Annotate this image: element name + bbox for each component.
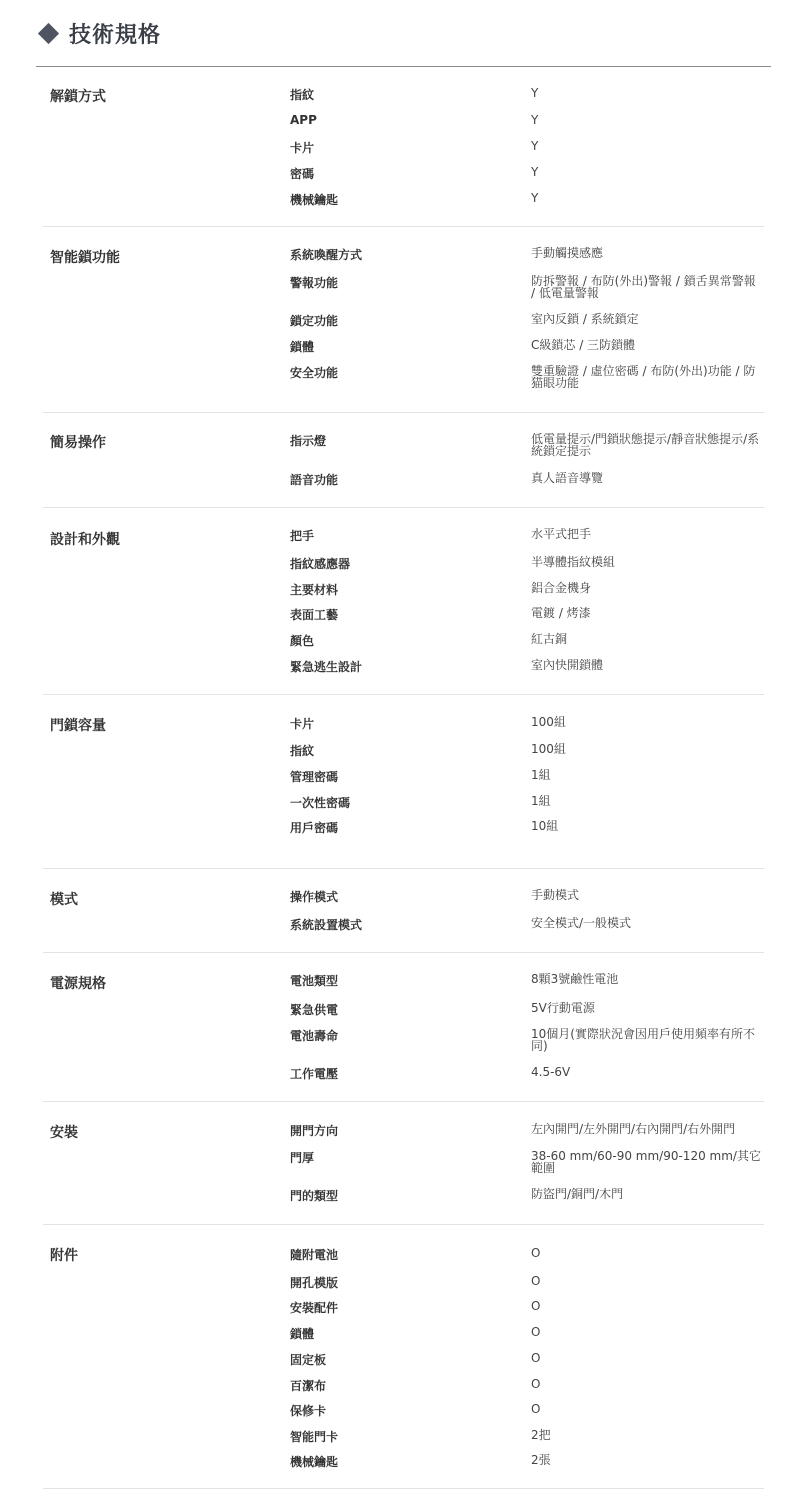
spec-key: 保修卡 — [290, 1404, 327, 1418]
spec-value: 1組 — [531, 794, 551, 808]
section-label: 附件 — [50, 1248, 78, 1264]
spec-value: 鋁合金機身 — [531, 581, 592, 595]
spec-value: 防拆警報 / 布防(外出)警報 / 鎖舌異常警報 / 低電量警報 — [531, 274, 756, 300]
spec-section — [43, 413, 764, 508]
spec-value: O — [531, 1402, 541, 1416]
spec-section — [43, 953, 764, 1102]
spec-value: O — [531, 1377, 541, 1391]
spec-value: 2把 — [531, 1428, 551, 1442]
spec-key: 顏色 — [290, 634, 315, 648]
spec-key: 語音功能 — [290, 473, 339, 487]
spec-value: 安全模式/一般模式 — [531, 916, 632, 930]
spec-key: 安裝配件 — [290, 1301, 339, 1315]
spec-value: 1組 — [531, 768, 551, 782]
section-label: 智能鎖功能 — [50, 250, 120, 266]
spec-key: 緊急逃生設計 — [290, 660, 363, 674]
section-label: 安裝 — [50, 1125, 78, 1141]
spec-value: 電鍍 / 烤漆 — [531, 606, 591, 620]
spec-value: 8顆3號鹼性電池 — [531, 972, 619, 986]
spec-value: O — [531, 1351, 541, 1365]
spec-value: Y — [531, 139, 539, 153]
spec-value: 2張 — [531, 1453, 551, 1467]
spec-key: 機械鑰匙 — [290, 1455, 339, 1469]
section-label: 簡易操作 — [50, 435, 106, 451]
spec-key: 系統設置模式 — [290, 918, 363, 932]
spec-key: 指紋感應器 — [290, 557, 351, 571]
spec-value: O — [531, 1325, 541, 1339]
spec-value: Y — [531, 113, 539, 127]
spec-value: 手動模式 — [531, 888, 580, 902]
spec-section — [43, 695, 764, 869]
spec-key: 主要材料 — [290, 583, 339, 597]
spec-value: O — [531, 1299, 541, 1313]
spec-value: 38-60 mm/60-90 mm/90-120 mm/其它範圍 — [531, 1149, 761, 1175]
section-label: 門鎖容量 — [50, 718, 106, 734]
spec-value: 雙重驗證 / 虛位密碼 / 布防(外出)功能 / 防猫眼功能 — [531, 364, 756, 390]
spec-value: Y — [531, 191, 539, 205]
spec-key: 用戶密碼 — [290, 821, 339, 835]
spec-key: 智能門卡 — [290, 1430, 339, 1444]
spec-key: 指示燈 — [290, 434, 327, 448]
spec-key: APP — [290, 113, 317, 127]
section-label: 模式 — [50, 892, 78, 908]
spec-key: 鎖體 — [290, 1327, 315, 1341]
spec-key: 操作模式 — [290, 890, 339, 904]
spec-key: 卡片 — [290, 141, 315, 155]
spec-key: 指紋 — [290, 744, 315, 758]
spec-key: 電池類型 — [290, 974, 339, 988]
spec-value: 左內開門/左外開門/右內開門/右外開門 — [531, 1122, 736, 1136]
spec-key: 管理密碼 — [290, 770, 339, 784]
spec-key: 電池壽命 — [290, 1029, 339, 1043]
spec-value: 室內快開鎖體 — [531, 658, 604, 672]
spec-value: 手動觸摸感應 — [531, 246, 604, 260]
spec-value: 室內反鎖 / 系統鎖定 — [531, 312, 639, 326]
spec-key: 安全功能 — [290, 366, 339, 380]
spec-value: 10組 — [531, 819, 559, 833]
spec-key: 機械鑰匙 — [290, 193, 339, 207]
spec-key: 門厚 — [290, 1151, 315, 1165]
spec-key: 系統喚醒方式 — [290, 248, 363, 262]
spec-value: 紅古銅 — [531, 632, 568, 646]
section-label: 電源規格 — [50, 976, 106, 992]
spec-section — [43, 227, 764, 413]
spec-key: 開門方向 — [290, 1124, 339, 1138]
spec-section — [43, 1225, 764, 1489]
spec-value: 10個月(實際狀況會因用戶使用頻率有所不同) — [531, 1027, 755, 1053]
section-label: 解鎖方式 — [50, 89, 106, 105]
spec-key: 表面工藝 — [290, 608, 339, 622]
spec-value: Y — [531, 165, 539, 179]
spec-key: 指紋 — [290, 88, 315, 102]
spec-section — [43, 508, 764, 695]
spec-key: 門的類型 — [290, 1189, 339, 1203]
spec-key: 隨附電池 — [290, 1248, 339, 1262]
spec-value: 半導體指紋模組 — [531, 555, 616, 569]
spec-value: 100組 — [531, 742, 566, 756]
spec-section — [43, 869, 764, 953]
spec-key: 鎖定功能 — [290, 314, 339, 328]
spec-value: O — [531, 1274, 541, 1288]
section-label: 設計和外觀 — [50, 532, 120, 548]
spec-key: 警報功能 — [290, 276, 339, 290]
diamond-bullet-icon — [38, 23, 59, 44]
spec-value: 5V行動電源 — [531, 1001, 595, 1015]
spec-key: 卡片 — [290, 717, 315, 731]
spec-key: 密碼 — [290, 167, 315, 181]
spec-table — [43, 66, 764, 1489]
page-title: 技術規格 — [69, 23, 162, 48]
spec-key: 鎖體 — [290, 340, 315, 354]
spec-value: 水平式把手 — [531, 527, 592, 541]
spec-key: 把手 — [290, 529, 315, 543]
spec-value: 真人語音導覽 — [531, 471, 604, 485]
spec-key: 開孔模版 — [290, 1276, 339, 1290]
spec-value: O — [531, 1246, 541, 1260]
page-header — [36, 18, 161, 49]
spec-section — [43, 1102, 764, 1225]
spec-key: 固定板 — [290, 1353, 327, 1367]
spec-value: 4.5-6V — [531, 1065, 571, 1079]
spec-value: 防盜門/銅門/木門 — [531, 1187, 624, 1201]
spec-value: 低電量提示/門鎖狀態提示/靜音狀態提示/系統鎖定提示 — [531, 432, 760, 458]
spec-key: 工作電壓 — [290, 1067, 339, 1081]
spec-key: 緊急供電 — [290, 1003, 339, 1017]
spec-key: 一次性密碼 — [290, 796, 351, 810]
spec-value: 100組 — [531, 715, 566, 729]
spec-value: C級鎖芯 / 三防鎖體 — [531, 338, 636, 352]
spec-key: 百潔布 — [290, 1379, 327, 1393]
spec-section — [43, 66, 764, 227]
spec-value: Y — [531, 86, 539, 100]
